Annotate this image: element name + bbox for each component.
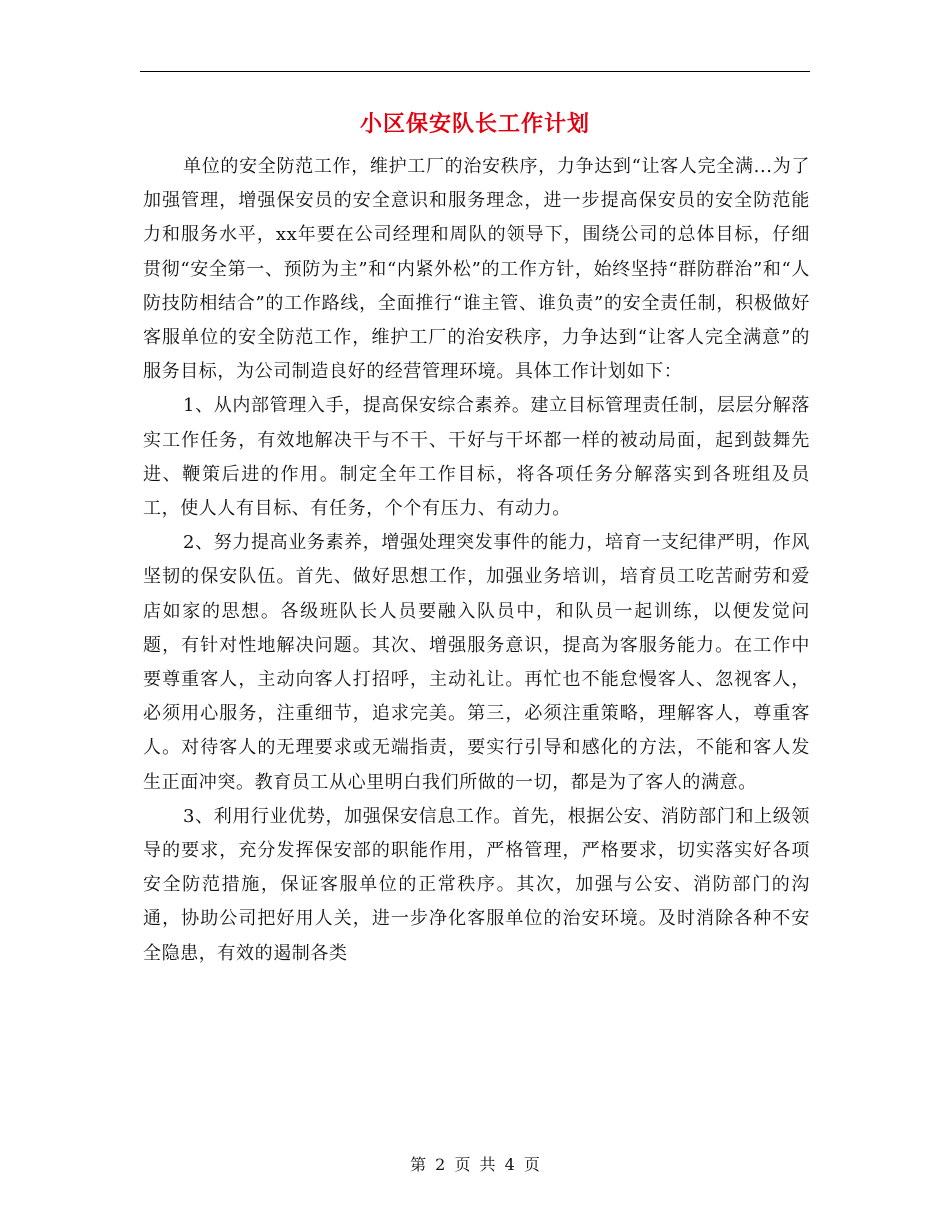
header-rule [140, 71, 810, 72]
paragraph-item-3: 3、利用行业优势，加强保安信息工作。首先，根据公安、消防部门和上级领导的要求，充分发挥保安部的职能作用，严格管理，严格要求，切实落实好各项安全防范措施，保证客服单位的正常秩序。其次，加强与公安、消防部门的沟通，协助公司把好用人关，进一步净化客服单位的治安环境。及时消除各种不安全隐患，有效的遏制各类 [143, 805, 810, 964]
document-title: 小区保安队长工作计划 [359, 111, 590, 137]
page-number-footer: 第 2 页 共 4 页 [410, 1155, 540, 1174]
paragraph-item-1: 1、从内部管理入手，提高保安综合素养。建立目标管理责任制，层层分解落实工作任务，有效地解决干与不干、干好与干坏都一样的被动局面，起到鼓舞先进、鞭策后进的作用。制定全年工作目标，将各项任务分解落实到各班组及员工，使人人有目标、有任务，个个有压力、有动力。 [143, 395, 810, 520]
paragraph-item-2: 2、努力提高业务素养，增强处理突发事件的能力，培育一支纪律严明，作风坚韧的保安队伍。首先、做好思想工作，加强业务培训，培育员工吃苦耐劳和爱店如家的思想。各级班队长人员要融入队员中，和队员一起训练，以便发觉问题，有针对性地解决问题。其次、增强服务意识，提高为客服务能力。在工作中要尊重客人，主动向客人打招呼，主动礼让。再忙也不能怠慢客人、忽视客人，必须用心服务，注重细节，追求完美。第三，必须注重策略，理解客人，尊重客人。对待客人的无理要求或无端指责，要实行引导和感化的方法，不能和客人发生正面冲突。教育员工从心里明白我们所做的一切，都是为了客人的满意。 [143, 532, 810, 793]
paragraph-intro: 单位的安全防范工作，维护工厂的治安秩序，力争达到“让客人完全满...为了加强管理，增强保安员的安全意识和服务理念，进一步提高保安员的安全防范能力和服务水平，xx年要在公司经理和周队的领导下，围绕公司的总体目标，仔细贯彻“安全第一、预防为主”和“内紧外松”的工作方针，始终坚持“群防群治”和“人防技防相结合”的工作路线，全面推行“谁主管、谁负责”的安全责任制，积极做好客服单位的安全防范工作，维护工厂的治安秩序，力争达到“让客人完全满意”的服务目标，为公司制造良好的经营管理环境。具体工作计划如下： [143, 156, 810, 383]
document-body [143, 150, 810, 971]
